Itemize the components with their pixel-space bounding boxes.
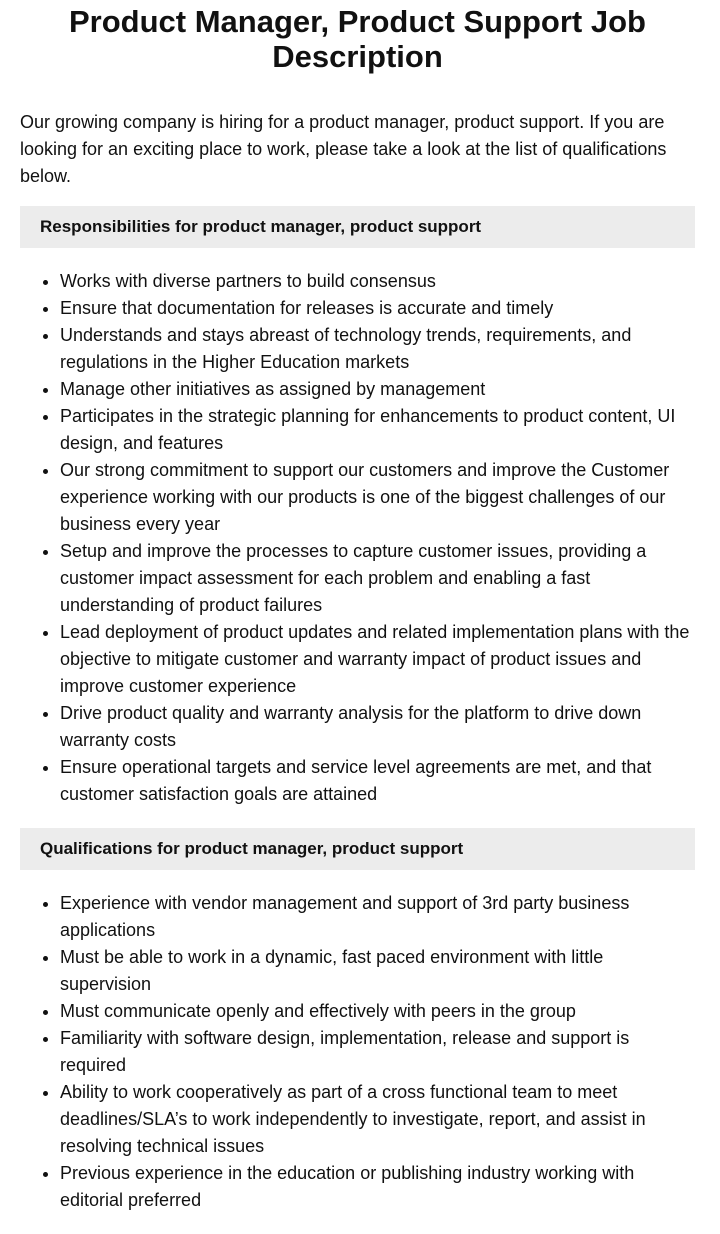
job-description bbox=[0, 4, 720, 1214]
list-item: • Previous experience in the education or publishing industry working with editorial preferred bbox=[60, 1160, 695, 1214]
list-item: • Ability to work cooperatively as part of a cross functional team to meet deadlines/SLA’s to work independently to investigate, report, and assist in resolving technical issues bbox=[60, 1079, 695, 1160]
qualifications-list bbox=[20, 890, 695, 1214]
list-item: • Participates in the strategic planning for enhancements to product content, UI design, and features bbox=[60, 403, 695, 457]
list-item: • Our strong commitment to support our customers and improve the Customer experience working with our products is one of the biggest challenges of our business every year bbox=[60, 457, 695, 538]
list-item: • Setup and improve the processes to capture customer issues, providing a customer impact assessment for each problem and enabling a fast understanding of product failures bbox=[60, 538, 695, 619]
list-item: • Lead deployment of product updates and related implementation plans with the objective to mitigate customer and warranty impact of product issues and improve customer experience bbox=[60, 619, 695, 700]
list-item: • Ensure that documentation for releases is accurate and timely bbox=[60, 295, 695, 322]
list-item: • Familiarity with software design, implementation, release and support is required bbox=[60, 1025, 695, 1079]
responsibilities-list bbox=[20, 268, 695, 808]
page-title: Product Manager, Product Support Job Description bbox=[69, 4, 646, 74]
list-item: • Ensure operational targets and service level agreements are met, and that customer satisfaction goals are attained bbox=[60, 754, 695, 808]
list-item: • Understands and stays abreast of technology trends, requirements, and regulations in the Higher Education markets bbox=[60, 322, 695, 376]
qualifications-heading: Qualifications for product manager, product support bbox=[20, 828, 695, 870]
intro-paragraph: Our growing company is hiring for a product manager, product support. If you are looking for an exciting place to work, please take a look at the list of qualifications below. bbox=[20, 112, 667, 186]
list-item: • Must be able to work in a dynamic, fast paced environment with little supervision bbox=[60, 944, 695, 998]
list-item: • Works with diverse partners to build consensus bbox=[60, 268, 695, 295]
list-item: • Must communicate openly and effectively with peers in the group bbox=[60, 998, 695, 1025]
responsibilities-heading: Responsibilities for product manager, product support bbox=[20, 206, 695, 248]
list-item: • Drive product quality and warranty analysis for the platform to drive down warranty costs bbox=[60, 700, 695, 754]
list-item: • Experience with vendor management and support of 3rd party business applications bbox=[60, 890, 695, 944]
list-item: • Manage other initiatives as assigned by management bbox=[60, 376, 695, 403]
